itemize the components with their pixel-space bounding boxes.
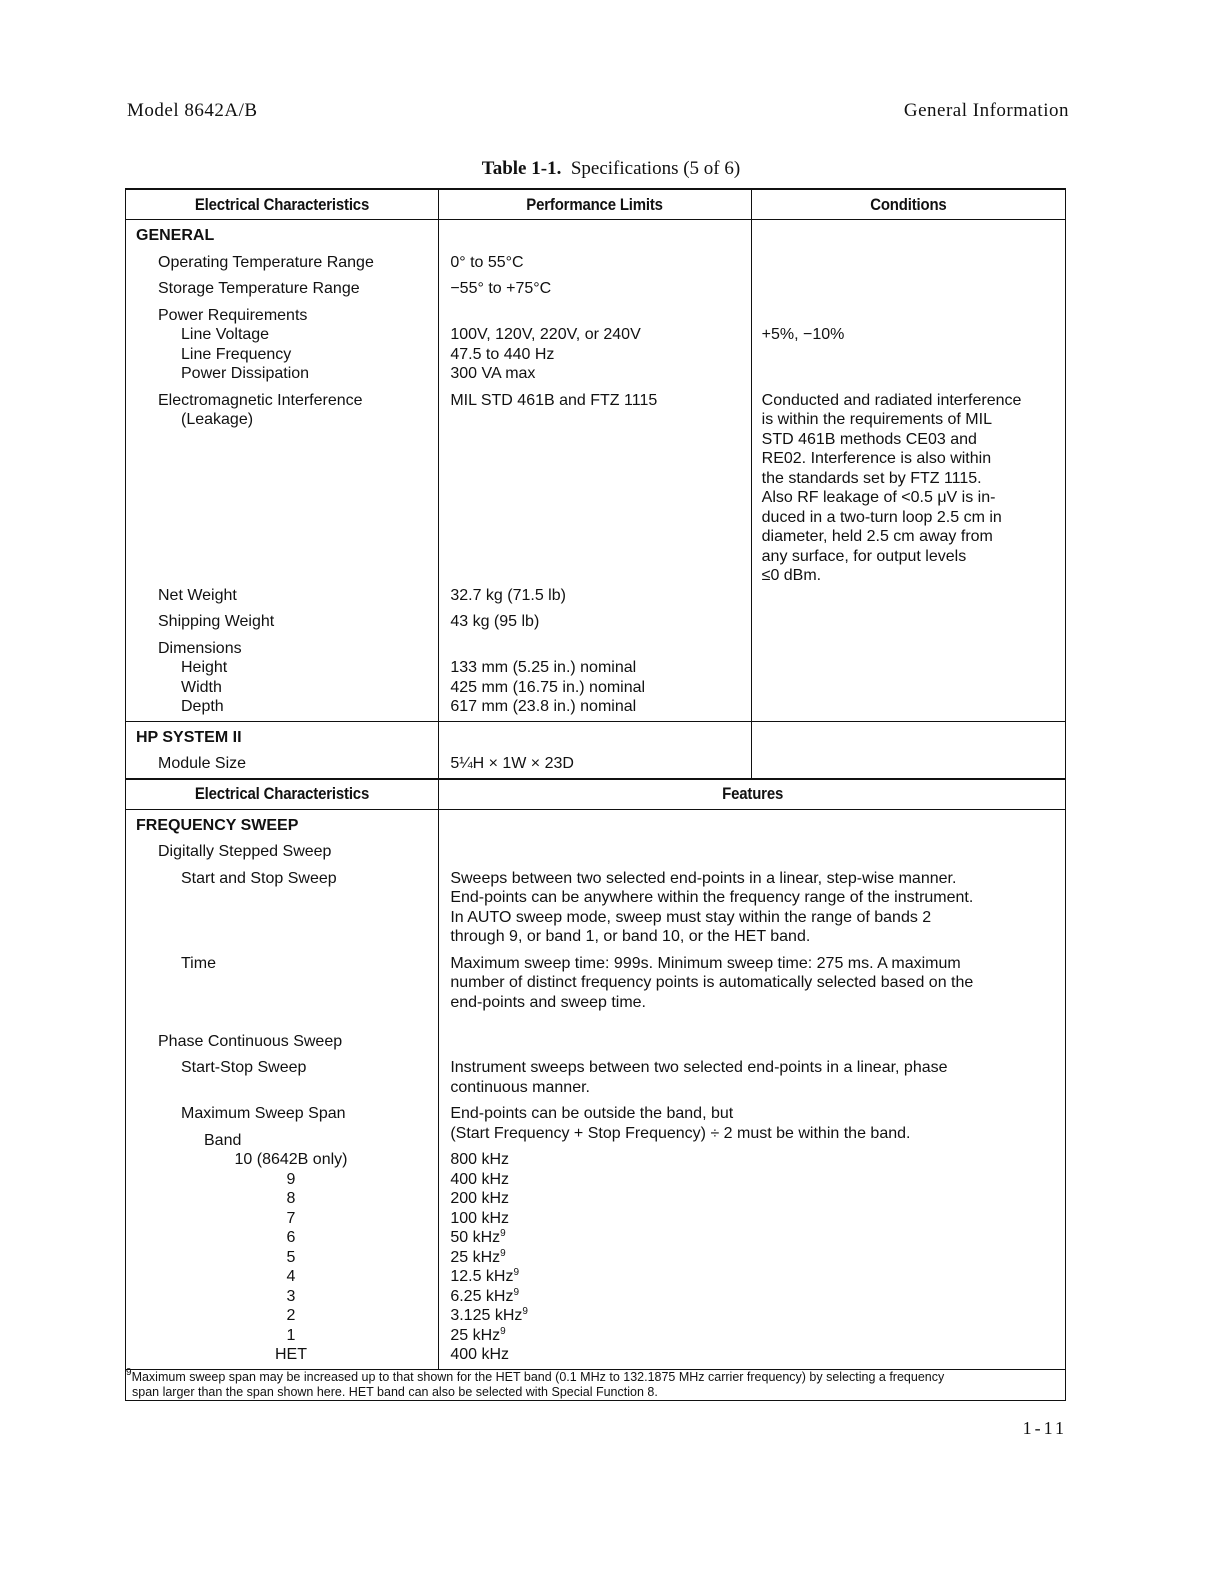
band-het: HET — [275, 1346, 307, 1363]
emi-label: Electromagnetic Interference — [158, 391, 363, 409]
general-section — [126, 220, 1066, 722]
frequency-sweep-features — [439, 809, 1066, 1369]
hp-system-title: HP SYSTEM II — [136, 728, 242, 746]
band-4: 4 — [286, 1268, 296, 1285]
module-size-label: Module Size — [158, 755, 247, 772]
emi-condition-2: is within the requirements of MIL — [761, 411, 992, 428]
general-title: GENERAL — [136, 227, 215, 244]
emi-condition-4: RE02. Interference is also within — [761, 450, 992, 467]
storage-temp-value: −55° to +75°C — [450, 280, 552, 297]
model-header: Model 8642A/B — [127, 100, 258, 121]
col-header-performance-limits: Performance Limits — [439, 189, 751, 220]
band-1: 1 — [286, 1326, 296, 1344]
operating-temp-value: 0° to 55°C — [450, 253, 524, 271]
emi-condition-8: diameter, held 2.5 cm away from — [761, 528, 993, 545]
emi-value: MIL STD 461B and FTZ 1115 — [450, 391, 658, 409]
col-header-characteristics: Electrical Characteristics — [126, 189, 439, 220]
start-stop-line-4: through 9, or band 1, or band 10, or the HET band. — [450, 928, 811, 945]
col-header-characteristics-2: Electrical Characteristics — [126, 779, 439, 810]
general-labels — [126, 220, 439, 722]
width-label: Width — [181, 678, 222, 696]
span-band-6: 50 kHz$^9$ — [450, 1228, 506, 1246]
span-band-9: 400 kHz — [450, 1170, 510, 1188]
start-stop-sweep-label: Start and Stop Sweep — [181, 869, 337, 887]
max-sweep-span-label: Maximum Sweep Span — [181, 1105, 346, 1122]
net-weight-label: Net Weight — [158, 586, 237, 604]
band-5: 5 — [286, 1248, 296, 1266]
line-voltage-label: Line Voltage — [181, 326, 270, 343]
span-band-het: 400 kHz — [450, 1346, 510, 1363]
time-line-2: number of distinct frequency points is automatically selected based on the — [450, 974, 974, 991]
section-header: General Information — [903, 100, 1069, 121]
depth-value: 617 mm (23.8 in.) nominal — [450, 698, 637, 715]
span-band-7: 100 kHz — [450, 1209, 510, 1227]
line-voltage-value: 100V, 120V, 220V, or 240V — [450, 326, 641, 343]
shipping-weight-label: Shipping Weight — [158, 613, 275, 630]
shipping-weight-value: 43 kg (95 lb) — [450, 613, 540, 630]
emi-condition-5: the standards set by FTZ 1115. — [761, 469, 982, 487]
general-conditions — [751, 220, 1065, 722]
table-caption — [0, 158, 1222, 180]
dimensions-label: Dimensions — [158, 639, 242, 657]
time-label: Time — [181, 954, 216, 972]
band-6: 6 — [286, 1229, 296, 1246]
line-frequency-value: 47.5 to 440 Hz — [450, 345, 555, 363]
phase-start-stop-line-1: Instrument sweeps between two selected end-points in a linear, phase — [450, 1059, 948, 1076]
footnote-row — [126, 1369, 1066, 1400]
net-weight-value: 32.7 kg (71.5 lb) — [450, 586, 566, 604]
table-caption-title: Specifications (5 of 6) — [570, 158, 741, 179]
max-span-line-1: End-points can be outside the band, but — [450, 1105, 734, 1122]
band-7: 7 — [286, 1209, 296, 1227]
band-3: 3 — [286, 1287, 296, 1305]
frequency-sweep-section — [126, 809, 1066, 1369]
page-number: 1-11 — [1022, 1418, 1067, 1438]
span-band-2: 3.125 kHz$^9$ — [450, 1306, 528, 1324]
span-band-1: 25 kHz$^9$ — [450, 1325, 506, 1344]
span-band-3: 6.25 kHz$^9$ — [450, 1286, 520, 1305]
band-9: 9 — [286, 1170, 296, 1188]
module-size-value: 5¼H × 1W × 23D — [450, 755, 574, 772]
height-value: 133 mm (5.25 in.) nominal — [450, 659, 637, 676]
emi-sublabel: (Leakage) — [181, 411, 254, 428]
phase-sweep-label: Phase Continuous Sweep — [158, 1032, 343, 1050]
start-stop-line-1: Sweeps between two selected end-points in a linear, step-wise manner. — [450, 869, 957, 887]
col-header-features: Features — [439, 779, 1066, 810]
width-value: 425 mm (16.75 in.) nominal — [450, 678, 646, 696]
span-band-5: 25 kHz$^9$ — [450, 1247, 506, 1266]
band-10: 10 (8642B only) — [234, 1151, 348, 1168]
footnote-line-1: Maximum sweep span may be increased up to that shown for the HET band (0.1 MHz to 132.1875 MHz carrier frequency) by selecting a frequency — [131, 1369, 945, 1384]
operating-temp-label: Operating Temperature Range — [158, 253, 374, 271]
table-caption-label: Table 1-1. — [481, 158, 562, 179]
power-dissipation-label: Power Dissipation — [181, 365, 310, 382]
height-label: Height — [181, 659, 228, 676]
time-line-1: Maximum sweep time: 999s. Minimum sweep time: 275 ms. A maximum — [450, 954, 961, 972]
emi-condition-9: any surface, for output levels — [761, 547, 967, 565]
span-band-10: 800 kHz — [450, 1151, 510, 1168]
emi-condition-10: ≤0 dBm. — [761, 567, 822, 584]
frequency-sweep-labels — [126, 809, 439, 1369]
depth-label: Depth — [181, 698, 224, 715]
max-span-line-2: (Start Frequency + Stop Frequency) ÷ 2 must be within the band. — [450, 1124, 911, 1142]
phase-start-stop-line-2: continuous manner. — [450, 1078, 590, 1096]
footnote-marker: 9 — [126, 1366, 132, 1378]
hp-system-section — [126, 721, 1066, 779]
band-label: Band — [204, 1131, 242, 1149]
span-band-8: 200 kHz — [450, 1190, 510, 1207]
specifications-table — [125, 188, 1066, 1401]
emi-condition-7: duced in a two-turn loop 2.5 cm in — [761, 508, 1002, 526]
start-stop-line-2: End-points can be anywhere within the frequency range of the instrument. — [450, 889, 974, 906]
time-line-3: end-points and sweep time. — [450, 993, 646, 1011]
emi-condition-6: Also RF leakage of <0.5 μV is in- — [761, 489, 996, 506]
footnote — [126, 1366, 1066, 1400]
digital-sweep-label: Digitally Stepped Sweep — [158, 843, 332, 860]
line-voltage-condition: +5%, −10% — [761, 326, 845, 343]
span-band-4: 12.5 kHz$^9$ — [450, 1267, 520, 1285]
line-frequency-label: Line Frequency — [181, 345, 292, 363]
col-header-conditions: Conditions — [751, 189, 1065, 220]
features-header-row — [126, 779, 1066, 810]
emi-condition-1: Conducted and radiated interference — [761, 391, 1022, 409]
start-stop-line-3: In AUTO sweep mode, sweep must stay within the range of bands 2 — [450, 908, 932, 926]
power-dissipation-value: 300 VA max — [450, 365, 536, 382]
band-2: 2 — [286, 1307, 296, 1324]
band-8: 8 — [286, 1190, 296, 1207]
footnote-line-2: span larger than the span shown here. HET band can also be selected with Special Function 8. — [132, 1384, 658, 1399]
frequency-sweep-title: FREQUENCY SWEEP — [136, 816, 299, 834]
emi-condition-3: STD 461B methods CE03 and — [761, 430, 977, 448]
storage-temp-label: Storage Temperature Range — [158, 280, 360, 297]
general-values — [439, 220, 751, 722]
power-requirements-label: Power Requirements — [158, 306, 308, 324]
phase-start-stop-label: Start-Stop Sweep — [181, 1059, 307, 1076]
table-header-row — [126, 189, 1066, 220]
